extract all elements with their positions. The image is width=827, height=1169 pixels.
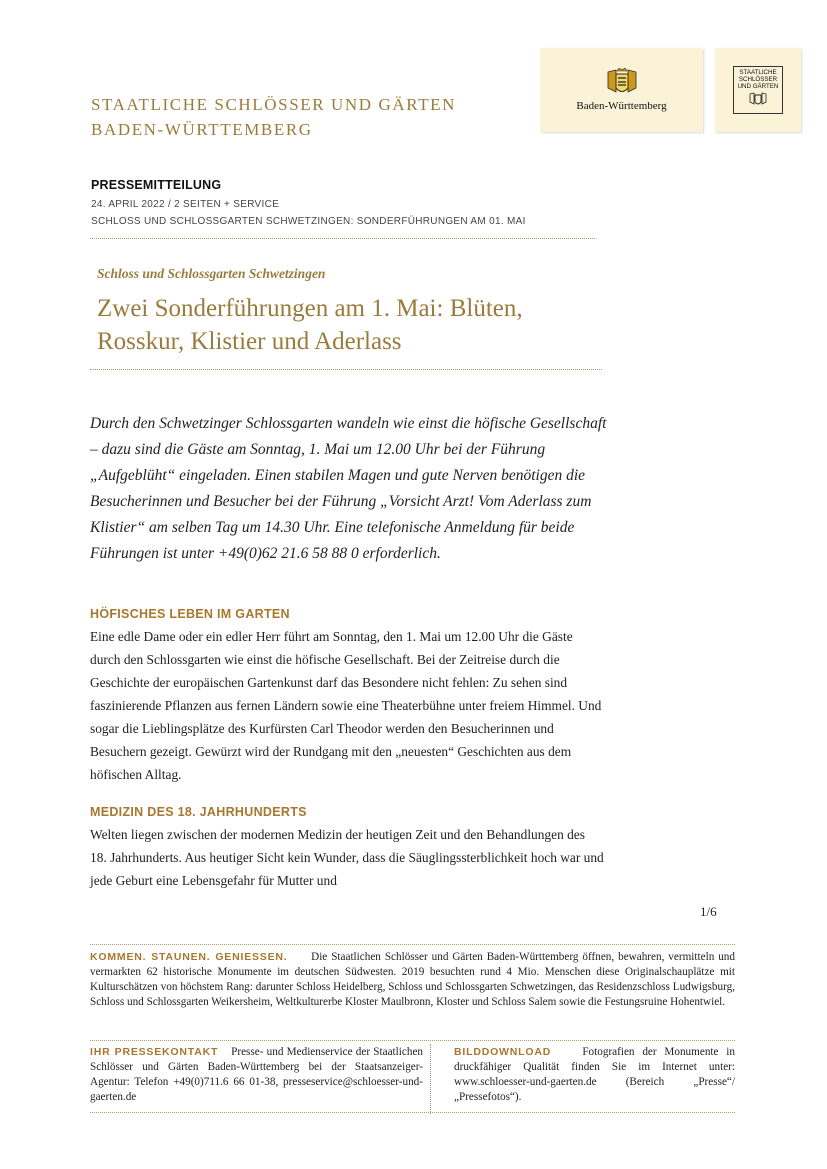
ssg-crest-icon (748, 92, 768, 106)
footer-image-download (454, 1045, 735, 1105)
press-contact-label: IHR PRESSEKONTAKT (90, 1046, 219, 1058)
divider (90, 238, 595, 239)
section-heading-courtly-life: HÖFISCHES LEBEN IM GARTEN (90, 607, 290, 621)
image-download-text: Fotografien der Monumente in druckfähiger Qualität finden Sie im Internet unter: www.schloesser-und-gaerten.de (Bereich „Presse“/„Pressefotos“). (454, 1046, 735, 1103)
section-body-medicine: Welten liegen zwischen der modernen Medizin der heutigen Zeit und den Behandlungen des 18. Jahrhunderts. Aus heutiger Sicht kein Wunder, dass die Säuglingssterblichkeit hoch war und jede Geburt eine Lebensgefahr für Mutter und (90, 827, 604, 888)
ssg-logo-line3: UND GÄRTEN (737, 83, 779, 90)
ssg-logo-line2: SCHLÖSSER (738, 76, 778, 83)
section-heading-medicine: MEDIZIN DES 18. JAHRHUNDERTS (90, 805, 307, 819)
ssg-logo-mark (733, 66, 783, 114)
logo-label: Baden-Württemberg (576, 100, 667, 112)
image-download-label: BILDDOWNLOAD (454, 1046, 552, 1058)
organization-title-line1: STAATLICHE SCHLÖSSER UND GÄRTEN (91, 95, 457, 114)
press-release-title: PRESSEMITTEILUNG (91, 178, 222, 192)
footer-about-text: Die Staatlichen Schlösser und Gärten Baden-Württemberg öffnen, bewahren, vermitteln und vermarkten 62 historische Monumente im deutschen Südwesten. 2019 besuchten rund 4 Mio. Menschen diese Originalschauplätze mit Kulturschätzen von höchstem Rang: darunter Schloss Heidelberg, Schloss und Schlossgarten Schwetzingen, das Residenzschloss Ludwigsburg, Schloss und Schlossgarten Weikersheim, Weltkulturerbe Kloster Maulbronn, Kloster und Schloss Salem sowie die Festungsruine Hohentwiel. (90, 951, 735, 1008)
baden-wuerttemberg-logo (540, 48, 703, 132)
press-subject-line: SCHLOSS UND SCHLOSSGARTEN SCHWETZINGEN: SONDERFÜHRUNGEN AM 01. MAI (91, 216, 526, 227)
footer-divider (90, 1040, 735, 1041)
organization-title (91, 92, 456, 142)
press-date-line: 24. APRIL 2022 / 2 SEITEN + SERVICE (91, 199, 280, 210)
ssg-logo (715, 48, 801, 132)
article-lead: Durch den Schwetzinger Schlossgarten wandeln wie einst die höfische Gesellschaft – dazu sind die Gäste am Sonntag, 1. Mai um 12.00 Uhr bei der Führung „Aufgeblüht“ eingeladen. Einen stabilen Magen und gute Nerven benötigen die Besucherinnen und Besucher bei der Führung „Vorsicht Arzt! Vom Aderlass zum Klistier“ am selben Tag um 14.30 Uhr. Eine telefonische Anmeldung für beide Führungen ist unter +49(0)62 21.6 58 88 0 erforderlich. (90, 415, 607, 562)
footer-divider (90, 944, 735, 945)
ssg-logo-line1: STAATLICHE (739, 69, 777, 76)
footer-about (90, 950, 735, 1010)
article-headline: Zwei Sonderführungen am 1. Mai: Blüten, Rosskur, Klistier und Aderlass (97, 295, 523, 355)
footer-press-contact (90, 1045, 423, 1105)
press-contact-text: Presse- und Medienservice der Staatlichen Schlösser und Gärten Baden-Württemberg bei der Staatsanzeiger-Agentur: Telefon +49(0)711.6 66 01-38, presseservice@schloesser-und-gaerten.de (90, 1046, 423, 1103)
section-body-courtly-life: Eine edle Dame oder ein edler Herr führt am Sonntag, den 1. Mai um 12.00 Uhr die Gäste durch den Schlossgarten wie einst die höfische Gesellschaft. Bei der Zeitreise durch die Geschichte der europäischen Gartenkunst darf das Besondere nicht fehlen: Zu sehen sind faszinierende Pflanzen aus fernen Ländern sowie eine Theaterbühne unter freiem Himmel. Und sogar die Lieblingsplätze des Kurfürsten Carl Theodor werden den Besucherinnen und Besuchern gezeigt. Gewürzt wird der Rundgang mit den „neuesten“ Geschichten aus dem höfischen Alltag. (90, 629, 602, 782)
article-kicker: Schloss und Schlossgarten Schwetzingen (97, 266, 326, 281)
coat-of-arms-icon (604, 68, 640, 96)
footer-column-separator (430, 1044, 431, 1114)
footer-divider (90, 1112, 735, 1113)
divider (90, 369, 602, 370)
organization-title-line2: BADEN-WÜRTTEMBERG (91, 120, 313, 139)
page-number: 1/6 (700, 904, 717, 919)
footer-motto: KOMMEN. STAUNEN. GENIESSEN. (90, 951, 288, 963)
